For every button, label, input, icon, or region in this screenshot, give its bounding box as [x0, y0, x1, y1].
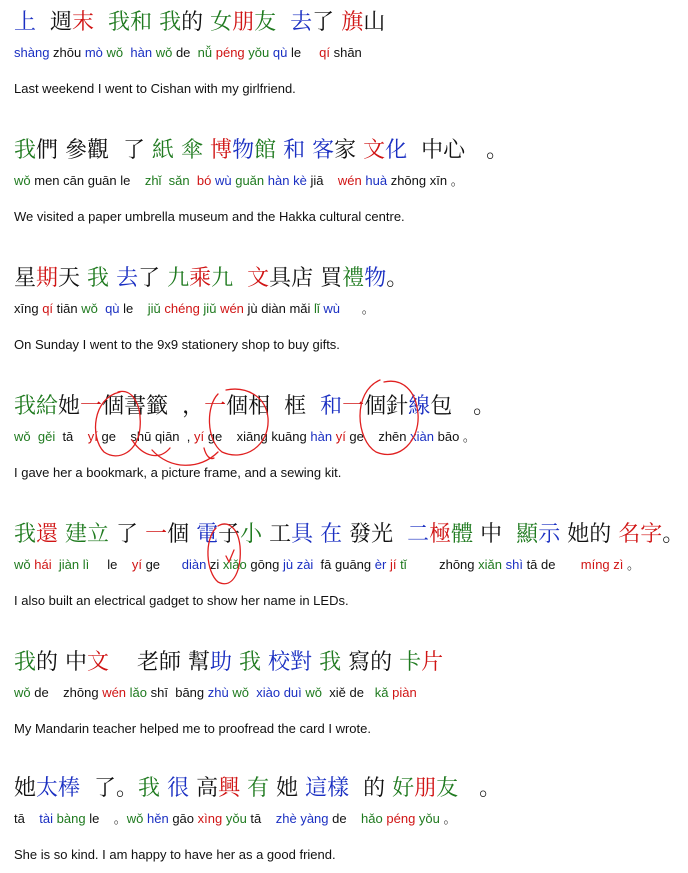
hanzi-segment: 的: [349, 776, 393, 801]
hanzi-segment: 紙: [152, 138, 175, 163]
pinyin-segment: hàn: [267, 173, 290, 188]
pinyin-segment: yǒu: [248, 45, 270, 60]
hanzi-segment: [94, 10, 108, 35]
hanzi-segment: [233, 266, 247, 291]
pinyin-segment: shī bāng: [147, 685, 208, 700]
hanzi-segment: 助: [210, 650, 233, 675]
english-translation: I gave her a bookmark, a picture frame, and a sewing kit.: [14, 465, 342, 480]
hanzi-segment: 我: [319, 650, 342, 675]
hanzi-segment: 了: [109, 138, 153, 163]
pinyin-segment: jiǔ: [147, 301, 161, 316]
pinyin-segment: zi: [206, 557, 223, 572]
hanzi-segment: [203, 138, 210, 163]
hanzi-segment: 寫的: [341, 650, 400, 675]
pinyin-segment: duì: [283, 685, 302, 700]
pinyin-segment: de: [172, 45, 198, 60]
pinyin-segment: wǒ: [305, 685, 323, 700]
pinyin-segment: wén: [102, 685, 127, 700]
pinyin-segment: hàn: [310, 429, 333, 444]
hanzi-segment: 很: [167, 776, 190, 801]
hanzi-segment: 友: [436, 776, 459, 801]
pinyin-segment: gěi: [37, 429, 56, 444]
hanzi-segment: 二: [407, 522, 430, 547]
pinyin-line: [14, 300, 678, 318]
hanzi-segment: 她: [14, 776, 37, 801]
hanzi-segment: 我: [14, 138, 37, 163]
hanzi-segment: 棒: [58, 776, 81, 801]
pinyin-line: [14, 684, 678, 702]
pinyin-segment: fā guāng: [313, 557, 375, 572]
pinyin-segment: diàn: [181, 557, 207, 572]
hanzi-segment: 了: [312, 10, 335, 35]
hanzi-segment: 朋: [232, 10, 255, 35]
pinyin-segment: ge: [141, 557, 182, 572]
hanzi-segment: 。: [662, 522, 685, 547]
hanzi-segment: 校: [268, 650, 291, 675]
pinyin-line: [14, 172, 678, 190]
pinyin-segment: de: [328, 811, 362, 826]
hanzi-segment: [58, 522, 65, 547]
pinyin-segment: jiàn: [58, 557, 80, 572]
hanzi-line: [14, 136, 678, 166]
pinyin-segment: yàng: [300, 811, 329, 826]
pinyin-segment: tā: [55, 429, 88, 444]
hanzi-segment: 我: [159, 10, 182, 35]
hanzi-segment: 我: [87, 266, 110, 291]
hanzi-segment: 友: [254, 10, 277, 35]
english-translation: She is so kind. I am happy to have her as a good friend.: [14, 847, 336, 862]
hanzi-segment: 興: [218, 776, 241, 801]
hanzi-segment: [306, 394, 320, 419]
pinyin-segment: zhōng xīn 。: [387, 173, 464, 188]
pinyin-segment: wù: [323, 301, 341, 316]
hanzi-segment: 小: [240, 522, 263, 547]
pinyin-segment: hàn: [130, 45, 153, 60]
hanzi-segment: 天: [58, 266, 81, 291]
hanzi-segment: 們: [36, 138, 66, 163]
pinyin-segment: yǒu: [418, 811, 440, 826]
pinyin-segment: ge zhēn: [345, 429, 411, 444]
pinyin-segment: wén: [220, 301, 244, 316]
hanzi-segment: 她的: [560, 522, 619, 547]
pinyin-segment: wén: [337, 173, 362, 188]
hanzi-segment: [232, 650, 239, 675]
pinyin-segment: bó: [196, 173, 212, 188]
hanzi-segment: [312, 650, 319, 675]
hanzi-segment: 中心 。: [407, 138, 509, 163]
sentence-block: [14, 648, 678, 738]
hanzi-segment: 太: [36, 776, 59, 801]
pinyin-segment: xīng: [14, 301, 43, 316]
pinyin-segment: piàn: [392, 685, 417, 700]
hanzi-segment: 發光: [342, 522, 408, 547]
pinyin-segment: guǎn: [235, 173, 265, 188]
hanzi-segment: 。: [386, 266, 409, 291]
pinyin-segment: wǒ: [155, 45, 173, 60]
hanzi-segment: 期: [36, 266, 59, 291]
hanzi-segment: 文: [87, 650, 110, 675]
pinyin-segment: 。: [623, 557, 641, 572]
pinyin-segment: míng: [580, 557, 610, 572]
pinyin-segment: xiào: [256, 685, 281, 700]
pinyin-segment: nǚ: [197, 45, 213, 60]
hanzi-segment: 具店: [269, 266, 321, 291]
hanzi-segment: 體: [451, 522, 474, 547]
pinyin-segment: jiǔ: [203, 301, 217, 316]
hanzi-segment: 一: [80, 394, 103, 419]
pinyin-segment: [190, 173, 197, 188]
hanzi-segment: 傘: [181, 138, 204, 163]
hanzi-segment: 了: [138, 266, 161, 291]
hanzi-segment: 字: [640, 522, 663, 547]
hanzi-segment: 化: [385, 138, 408, 163]
pinyin-segment: èr: [374, 557, 387, 572]
hanzi-segment: ，: [168, 394, 205, 419]
pinyin-segment: kè: [293, 173, 307, 188]
hanzi-segment: 工: [262, 522, 292, 547]
pinyin-segment: qí: [42, 301, 54, 316]
hanzi-segment: 立: [87, 522, 110, 547]
hanzi-segment: 還: [36, 522, 59, 547]
hanzi-segment: 乘: [189, 266, 212, 291]
pinyin-segment: hái: [34, 557, 52, 572]
hanzi-segment: 九: [167, 266, 190, 291]
pinyin-segment: xìng: [197, 811, 223, 826]
hanzi-line: [14, 392, 678, 422]
hanzi-segment: 電: [196, 522, 219, 547]
pinyin-segment: le 。: [85, 811, 127, 826]
hanzi-segment: 子: [218, 522, 241, 547]
sentence-block: [14, 264, 678, 354]
hanzi-line: [14, 774, 678, 804]
hanzi-segment: 這: [305, 776, 328, 801]
pinyin-segment: le: [287, 45, 320, 60]
hanzi-segment: 名: [618, 522, 641, 547]
hanzi-segment: 個: [364, 394, 387, 419]
hanzi-segment: 老師 幫: [109, 650, 210, 675]
hanzi-segment: 週: [50, 10, 73, 35]
hanzi-segment: 在: [320, 522, 343, 547]
pinyin-segment: ge shū qiān ,: [97, 429, 194, 444]
pinyin-segment: [98, 301, 105, 316]
hanzi-segment: 上: [14, 10, 37, 35]
hanzi-segment: 卡: [399, 650, 422, 675]
sentence-block: [14, 392, 678, 482]
hanzi-segment: 我: [138, 776, 161, 801]
pinyin-segment: lì: [82, 557, 90, 572]
hanzi-segment: 朋: [414, 776, 437, 801]
hanzi-segment: 物: [364, 266, 387, 291]
pinyin-segment: zhè: [275, 811, 297, 826]
pinyin-segment: huà: [365, 173, 388, 188]
hanzi-segment: [160, 776, 167, 801]
hanzi-segment: 好: [392, 776, 415, 801]
hanzi-line: [14, 8, 678, 38]
hanzi-segment: [261, 650, 268, 675]
hanzi-segment: 我: [239, 650, 262, 675]
pinyin-segment: hěn: [147, 811, 169, 826]
english-translation: We visited a paper umbrella museum and the Hakka cultural centre.: [14, 209, 405, 224]
pinyin-segment: bāo 。: [434, 429, 476, 444]
hanzi-segment: [80, 266, 87, 291]
hanzi-segment: 顯: [516, 522, 539, 547]
hanzi-segment: 我: [14, 650, 37, 675]
pinyin-line: [14, 44, 678, 62]
pinyin-segment: yí: [193, 429, 205, 444]
pinyin-segment: qù: [105, 301, 120, 316]
pinyin-segment: wù: [214, 173, 232, 188]
hanzi-segment: 有: [247, 776, 270, 801]
pinyin-segment: zhōu: [49, 45, 85, 60]
hanzi-segment: 一: [204, 394, 227, 419]
pinyin-segment: ge xiāng kuāng: [204, 429, 311, 444]
hanzi-segment: 和: [283, 138, 306, 163]
pinyin-segment: jù: [282, 557, 294, 572]
pinyin-segment: men cān guān le: [30, 173, 145, 188]
pinyin-segment: wǒ: [14, 429, 31, 444]
hanzi-segment: 女: [210, 10, 233, 35]
hanzi-segment: 了。: [80, 776, 139, 801]
pinyin-segment: zhù: [207, 685, 229, 700]
hanzi-segment: 客: [312, 138, 335, 163]
pinyin-segment: wǒ: [232, 685, 249, 700]
hanzi-segment: 示: [538, 522, 561, 547]
pinyin-segment: 。: [340, 301, 375, 316]
hanzi-segment: 館: [254, 138, 277, 163]
hanzi-segment: 我: [14, 394, 37, 419]
english-translation: On Sunday I went to the 9x9 stationery shop to buy gifts.: [14, 337, 340, 352]
sentence-block: [14, 774, 678, 864]
english-translation: Last weekend I went to Cishan with my girlfriend.: [14, 81, 296, 96]
hanzi-segment: 。: [458, 776, 502, 801]
pinyin-segment: lǐ: [314, 301, 320, 316]
hanzi-line: [14, 520, 685, 550]
hanzi-segment: 了: [109, 522, 146, 547]
hanzi-segment: 去: [116, 266, 139, 291]
hanzi-segment: 的 中: [36, 650, 88, 675]
pinyin-segment: zài: [296, 557, 314, 572]
hanzi-segment: 個: [102, 394, 125, 419]
pinyin-segment: chéng: [164, 301, 200, 316]
hanzi-segment: 她: [269, 776, 306, 801]
hanzi-segment: 禮: [342, 266, 365, 291]
pinyin-line: [14, 556, 678, 574]
hanzi-segment: 物: [232, 138, 255, 163]
pinyin-segment: gāo: [168, 811, 198, 826]
pinyin-segment: [31, 429, 38, 444]
hanzi-segment: 山: [363, 10, 386, 35]
hanzi-segment: 的: [181, 10, 204, 35]
pinyin-segment: qí: [319, 45, 330, 60]
hanzi-segment: 星: [14, 266, 37, 291]
sentence-block: [14, 520, 685, 610]
pinyin-segment: wǒ: [14, 557, 31, 572]
english-translation: My Mandarin teacher helped me to proofread the card I wrote.: [14, 721, 371, 736]
pinyin-segment: tiān: [53, 301, 82, 316]
pinyin-segment: zì: [613, 557, 624, 572]
hanzi-segment: 中: [473, 522, 517, 547]
pinyin-line: [14, 810, 678, 828]
pinyin-segment: [52, 557, 59, 572]
hanzi-segment: [276, 10, 290, 35]
pinyin-segment: tài: [39, 811, 54, 826]
pinyin-segment: tā de: [522, 557, 581, 572]
hanzi-segment: [174, 138, 181, 163]
hanzi-segment: 她: [58, 394, 81, 419]
pinyin-segment: wǒ: [126, 811, 144, 826]
pinyin-segment: le: [119, 301, 148, 316]
hanzi-segment: [109, 266, 116, 291]
pinyin-segment: gōng: [246, 557, 283, 572]
hanzi-segment: 末: [72, 10, 95, 35]
hanzi-segment: 買: [320, 266, 343, 291]
hanzi-segment: 和: [320, 394, 343, 419]
sentence-block: [14, 136, 678, 226]
hanzi-segment: 書籤: [124, 394, 169, 419]
pinyin-segment: xiě de: [322, 685, 375, 700]
pinyin-line: [14, 428, 678, 446]
pinyin-segment: yǒu: [225, 811, 247, 826]
pinyin-segment: yí: [131, 557, 142, 572]
pinyin-segment: jiā: [306, 173, 338, 188]
pinyin-segment: wǒ: [106, 45, 124, 60]
hanzi-segment: 我: [108, 10, 131, 35]
pinyin-segment: péng: [386, 811, 416, 826]
pinyin-segment: le: [89, 557, 132, 572]
pinyin-segment: kǎ: [374, 685, 389, 700]
pinyin-segment: zhǐ: [144, 173, 162, 188]
hanzi-segment: 家: [334, 138, 357, 163]
hanzi-segment: 去: [290, 10, 313, 35]
hanzi-segment: 極: [429, 522, 452, 547]
hanzi-line: [14, 648, 678, 678]
hanzi-segment: 一: [342, 394, 365, 419]
hanzi-segment: [36, 10, 50, 35]
hanzi-segment: 個: [167, 522, 197, 547]
pinyin-segment: hǎo: [361, 811, 383, 826]
pinyin-segment: wǒ: [81, 301, 98, 316]
hanzi-segment: 片: [421, 650, 444, 675]
pinyin-segment: lǎo: [129, 685, 148, 700]
hanzi-segment: 給: [36, 394, 59, 419]
hanzi-segment: 相 框: [248, 394, 307, 419]
english-translation: I also built an electrical gadget to show her name in LEDs.: [14, 593, 349, 608]
hanzi-segment: 高: [189, 776, 219, 801]
pinyin-segment: zhōng: [406, 557, 479, 572]
hanzi-segment: 個: [226, 394, 249, 419]
pinyin-segment: [161, 173, 168, 188]
pinyin-segment: wǒ: [14, 173, 31, 188]
pinyin-segment: de zhōng: [30, 685, 103, 700]
hanzi-segment: 建: [65, 522, 88, 547]
pinyin-segment: shān: [329, 45, 362, 60]
hanzi-segment: 具: [291, 522, 314, 547]
pinyin-segment: jù diàn mǎi: [243, 301, 315, 316]
pinyin-segment: yí: [335, 429, 346, 444]
pinyin-segment: mò: [84, 45, 103, 60]
hanzi-segment: 博: [210, 138, 233, 163]
hanzi-segment: 文: [247, 266, 270, 291]
pinyin-segment: tā: [14, 811, 40, 826]
pinyin-segment: shì: [505, 557, 523, 572]
pinyin-segment: wǒ: [14, 685, 31, 700]
hanzi-segment: 針: [386, 394, 409, 419]
hanzi-segment: 文: [363, 138, 386, 163]
pinyin-segment: 。: [439, 811, 457, 826]
hanzi-segment: 對: [290, 650, 313, 675]
hanzi-segment: 樣: [327, 776, 350, 801]
pinyin-segment: xiǎn: [478, 557, 502, 572]
hanzi-line: [14, 264, 678, 294]
sentence-block: [14, 8, 678, 98]
pinyin-segment: tā: [246, 811, 276, 826]
hanzi-segment: 旗: [341, 10, 364, 35]
pinyin-segment: yí: [87, 429, 98, 444]
pinyin-segment: bàng: [56, 811, 86, 826]
hanzi-segment: 一: [145, 522, 168, 547]
pinyin-segment: jí: [389, 557, 397, 572]
hanzi-segment: 和: [130, 10, 153, 35]
hanzi-segment: 包 。: [430, 394, 496, 419]
hanzi-segment: 線: [408, 394, 431, 419]
hanzi-segment: 參觀: [65, 138, 110, 163]
pinyin-segment: sǎn: [168, 173, 190, 188]
pinyin-segment: tǐ: [400, 557, 407, 572]
hanzi-segment: 我: [14, 522, 37, 547]
pinyin-segment: shàng: [14, 45, 50, 60]
hanzi-segment: 九: [211, 266, 234, 291]
pinyin-segment: qù: [272, 45, 288, 60]
pinyin-segment: xiàn: [410, 429, 434, 444]
pinyin-segment: péng: [215, 45, 245, 60]
pinyin-segment: xiǎo: [222, 557, 247, 572]
